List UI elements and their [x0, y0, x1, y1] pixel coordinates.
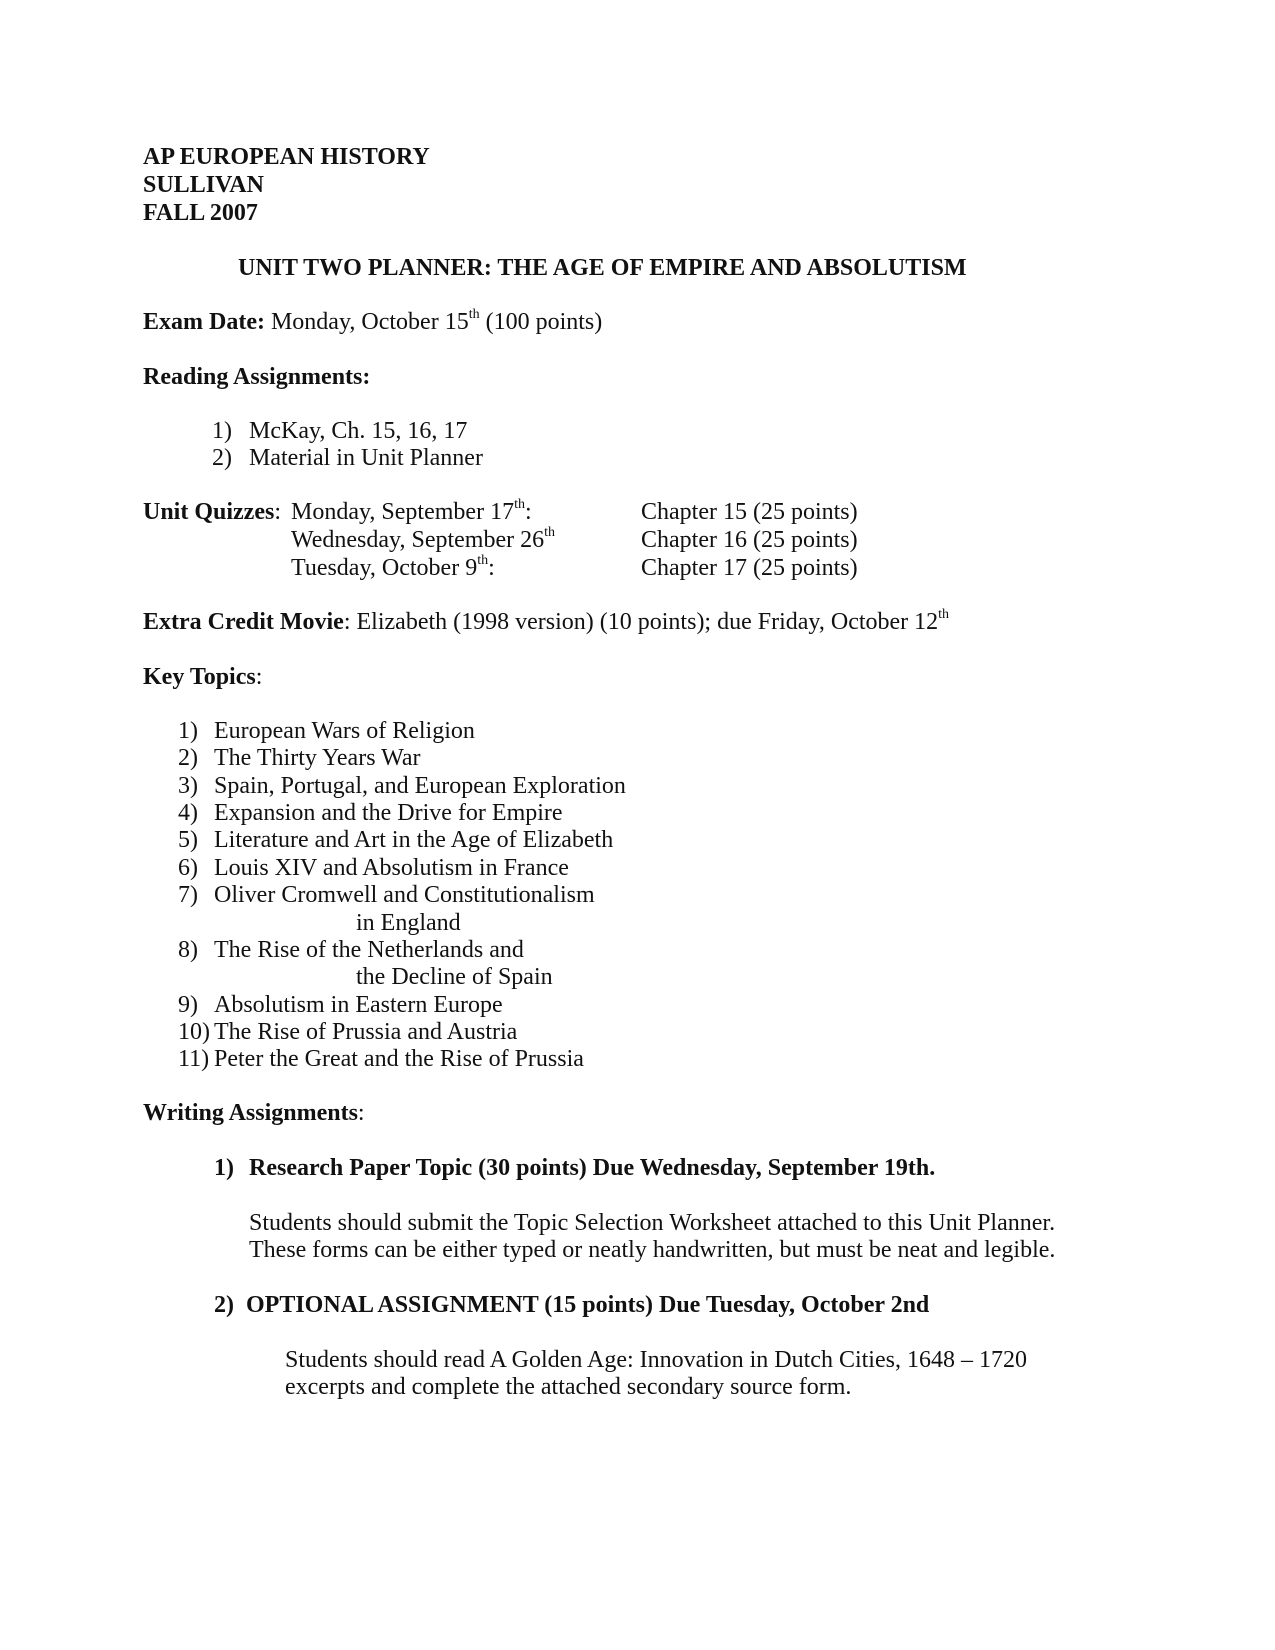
topic-item — [178, 991, 503, 1019]
quiz-date-suffix: : — [488, 555, 495, 581]
topic-item — [178, 717, 475, 745]
quizzes-label-line — [143, 498, 281, 526]
quiz-date — [291, 526, 555, 554]
reading-label: Reading Assignments: — [143, 364, 371, 390]
extra-credit-sup: th — [938, 607, 950, 622]
topic-num: 9) — [178, 992, 198, 1018]
quiz-date-text: Monday, September 17 — [291, 499, 515, 525]
topic-num: 6) — [178, 855, 198, 881]
teacher-name: SULLIVAN — [143, 172, 264, 198]
quiz-chapter: Chapter 15 (25 points) — [641, 499, 858, 525]
quiz-date-sup: th — [477, 553, 489, 568]
writing-label-line — [143, 1099, 365, 1127]
quiz-chapter: Chapter 16 (25 points) — [641, 527, 858, 553]
topic-continuation: the Decline of Spain — [356, 964, 553, 990]
quiz-chapter: Chapter 17 (25 points) — [641, 555, 858, 581]
topic-text: Expansion and the Drive for Empire — [214, 800, 563, 826]
topic-text: The Rise of the Netherlands and — [214, 937, 524, 963]
reading-item-text: Material in Unit Planner — [249, 445, 483, 471]
topic-text: Peter the Great and the Rise of Prussia — [214, 1046, 584, 1072]
topic-item — [178, 799, 563, 827]
quiz-date-sup: th — [544, 525, 555, 540]
page-title-text: UNIT TWO PLANNER: THE AGE OF EMPIRE AND ABSOLUTISM — [238, 255, 967, 281]
topic-item — [178, 826, 613, 854]
exam-date-line — [143, 308, 602, 336]
topic-text: European Wars of Religion — [214, 718, 475, 744]
topic-text: Spain, Portugal, and European Exploration — [214, 773, 626, 799]
reading-item-num: 1) — [212, 418, 232, 444]
topic-num: 11) — [178, 1046, 210, 1072]
topic-item — [178, 1045, 584, 1073]
reading-item — [212, 444, 483, 472]
exam-points: (100 points) — [485, 309, 603, 335]
writing-assignment-num: 2) — [214, 1292, 234, 1318]
topic-item — [178, 1018, 517, 1046]
writing-assignment-text: Students should submit the Topic Selection Worksheet attached to this Unit Planner. — [249, 1210, 1056, 1236]
topic-item — [178, 936, 524, 964]
exam-date-value: Monday, October 15 — [270, 309, 469, 335]
topic-item — [178, 772, 626, 800]
extra-credit-text: Elizabeth (1998 version) (10 points); due Friday, October 12 — [356, 609, 939, 635]
extra-credit-colon: : — [343, 609, 351, 635]
topic-num: 5) — [178, 827, 198, 853]
writing-assignment-text: These forms can be either typed or neatly handwritten, but must be neat and legible. — [249, 1237, 1056, 1263]
course-name: AP EUROPEAN HISTORY — [143, 144, 430, 170]
topic-text: Louis XIV and Absolutism in France — [214, 855, 569, 881]
topic-continuation: in England — [356, 910, 461, 936]
writing-label: Writing Assignments — [143, 1100, 358, 1126]
quiz-date — [291, 554, 495, 582]
writing-assignment-text: excerpts and complete the attached secondary source form. — [285, 1374, 852, 1400]
quiz-date-text: Tuesday, October 9 — [291, 555, 478, 581]
reading-item-num: 2) — [212, 445, 232, 471]
topic-num: 2) — [178, 745, 198, 771]
key-topics-label: Key Topics — [143, 664, 256, 690]
reading-item — [212, 417, 467, 445]
extra-credit-label: Extra Credit Movie — [143, 609, 344, 635]
quiz-date-text: Wednesday, September 26 — [291, 527, 545, 553]
topic-text: Literature and Art in the Age of Elizabeth — [214, 827, 614, 853]
writing-assignment-heading — [214, 1291, 929, 1319]
quiz-date — [291, 498, 532, 526]
writing-assignment-title: Research Paper Topic (30 points) Due Wednesday, September 19th. — [249, 1155, 936, 1181]
topic-num: 4) — [178, 800, 198, 826]
topic-text: The Thirty Years War — [214, 745, 421, 771]
quiz-date-sup: th — [514, 497, 525, 512]
exam-date-label: Exam Date: — [143, 309, 265, 335]
writing-assignment-num: 1) — [214, 1155, 234, 1181]
topic-item — [178, 744, 420, 772]
quizzes-colon: : — [274, 499, 281, 525]
key-topics-colon: : — [255, 664, 263, 690]
topic-text: Oliver Cromwell and Constitutionalism — [214, 882, 595, 908]
topic-item — [178, 854, 569, 882]
extra-credit-line — [143, 608, 949, 636]
writing-assignment-text: Students should read A Golden Age: Innovation in Dutch Cities, 1648 – 1720 — [285, 1347, 1027, 1373]
exam-date-sup: th — [468, 307, 480, 322]
topic-num: 10) — [178, 1019, 210, 1045]
topic-num: 1) — [178, 718, 198, 744]
writing-assignment-heading — [214, 1154, 935, 1182]
quiz-date-suffix: : — [524, 499, 532, 525]
topic-item — [178, 881, 595, 909]
topic-num: 3) — [178, 773, 198, 799]
page-title — [238, 254, 967, 282]
writing-assignment-title: OPTIONAL ASSIGNMENT (15 points) Due Tuesday, October 2nd — [246, 1292, 930, 1318]
reading-item-text: McKay, Ch. 15, 16, 17 — [249, 418, 468, 444]
topic-num: 8) — [178, 937, 198, 963]
topic-text: Absolutism in Eastern Europe — [214, 992, 503, 1018]
quizzes-label: Unit Quizzes — [143, 499, 275, 525]
topic-text: The Rise of Prussia and Austria — [214, 1019, 518, 1045]
topic-num: 7) — [178, 882, 198, 908]
key-topics-label-line — [143, 663, 262, 691]
writing-colon: : — [357, 1100, 365, 1126]
term: FALL 2007 — [143, 200, 258, 226]
